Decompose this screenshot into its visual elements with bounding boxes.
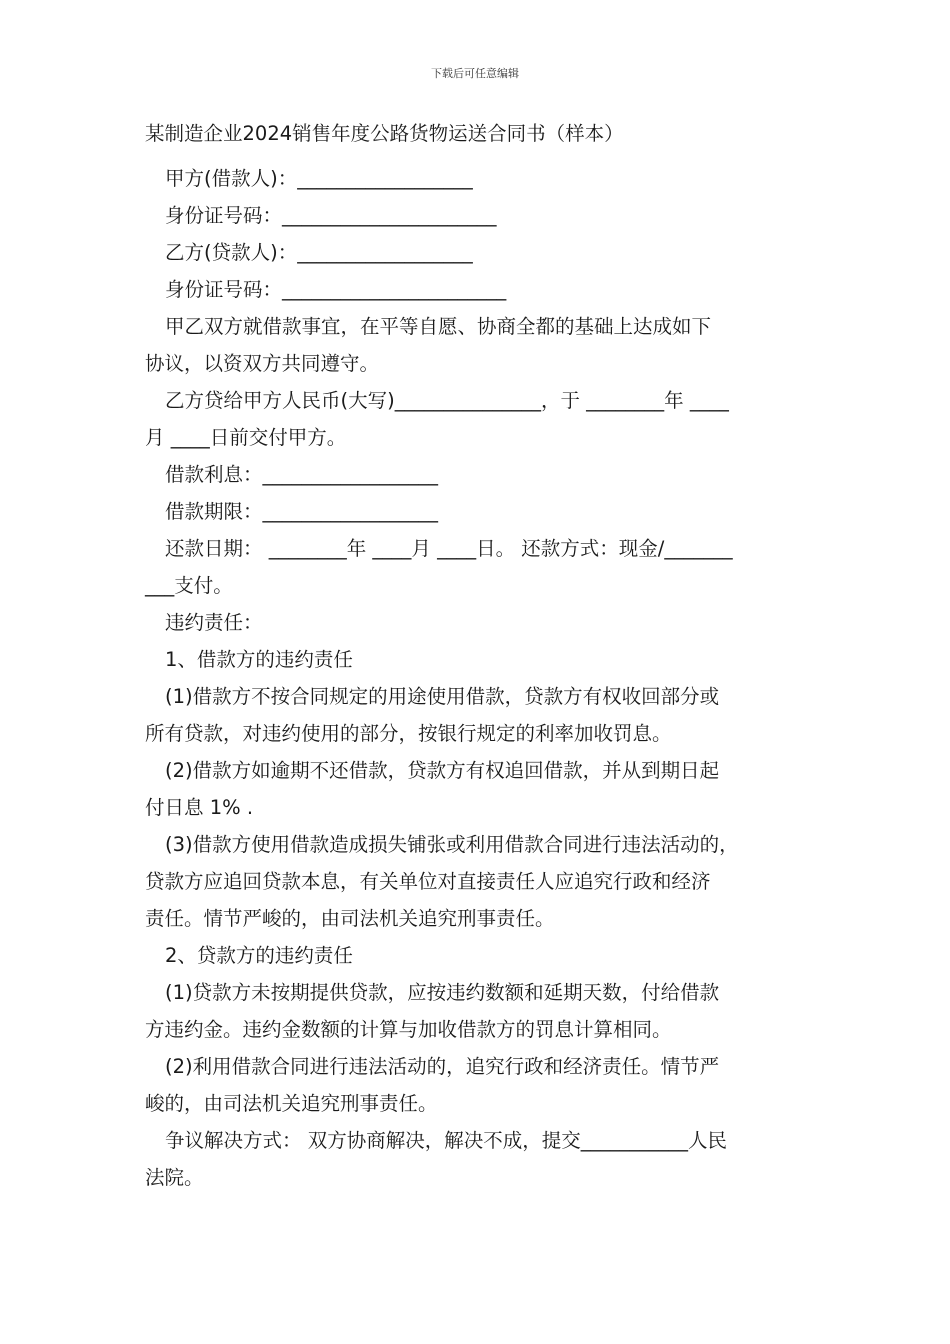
text-line: 争议解决方式： 双方协商解决，解决不成，提交___________人民 bbox=[165, 1129, 727, 1152]
text-line: 乙方(贷款人)：__________________ bbox=[165, 241, 473, 264]
text-line: (2)借款方如逾期不还借款，贷款方有权追回借款，并从到期日起 bbox=[165, 759, 720, 782]
text-line: 身份证号码：_______________________ bbox=[165, 278, 507, 301]
text-line: 违约责任： bbox=[165, 611, 263, 634]
text-line: 协议，以资双方共同遵守。 bbox=[145, 352, 380, 375]
text-line: 所有贷款，对违约使用的部分，按银行规定的利率加收罚息。 bbox=[145, 722, 672, 745]
text-line: (1)借款方不按合同规定的用途使用借款，贷款方有权收回部分或 bbox=[165, 685, 720, 708]
text-line: 付日息 1% . bbox=[145, 796, 254, 819]
text-line: (1)贷款方未按期提供贷款，应按违约数额和延期天数，付给借款 bbox=[165, 981, 720, 1004]
text-line: 贷款方应追回贷款本息，有关单位对直接责任人应追究行政和经济 bbox=[145, 870, 711, 893]
document-title: 某制造企业2024销售年度公路货物运送合同书（样本） bbox=[145, 122, 624, 145]
text-line: 甲方(借款人)：__________________ bbox=[165, 167, 473, 190]
text-line: 借款利息：__________________ bbox=[165, 463, 439, 486]
text-line: 1、借款方的违约责任 bbox=[165, 648, 353, 671]
text-line: 身份证号码：______________________ bbox=[165, 204, 497, 227]
document-body bbox=[145, 120, 815, 1196]
text-line: 月 ____日前交付甲方。 bbox=[145, 426, 347, 449]
text-line: (2)利用借款合同进行违法活动的，追究行政和经济责任。情节严 bbox=[165, 1055, 720, 1078]
text-line: 还款日期： ________年 ____月 ____日。 还款方式：现金/_______ bbox=[165, 537, 733, 560]
text-line: 2、贷款方的违约责任 bbox=[165, 944, 353, 967]
text-line: 法院。 bbox=[145, 1166, 204, 1189]
text-line: 方违约金。违约金数额的计算与加收借款方的罚息计算相同。 bbox=[145, 1018, 672, 1041]
text-line: 乙方贷给甲方人民币(大写)_______________，于 ________年 ____ bbox=[165, 389, 729, 412]
text-line: 甲乙双方就借款事宜，在平等自愿、协商全都的基础上达成如下 bbox=[165, 315, 712, 338]
text-line: 借款期限：__________________ bbox=[165, 500, 439, 523]
text-line: 责任。情节严峻的，由司法机关追究刑事责任。 bbox=[145, 907, 555, 930]
text-line: (3)借款方使用借款造成损失铺张或利用借款合同进行违法活动的， bbox=[165, 833, 739, 856]
document-lines bbox=[145, 160, 815, 1196]
text-line: 峻的，由司法机关追究刑事责任。 bbox=[145, 1092, 438, 1115]
text-line: ___支付。 bbox=[145, 574, 233, 597]
page-header: 下载后可任意编辑 bbox=[431, 67, 519, 80]
